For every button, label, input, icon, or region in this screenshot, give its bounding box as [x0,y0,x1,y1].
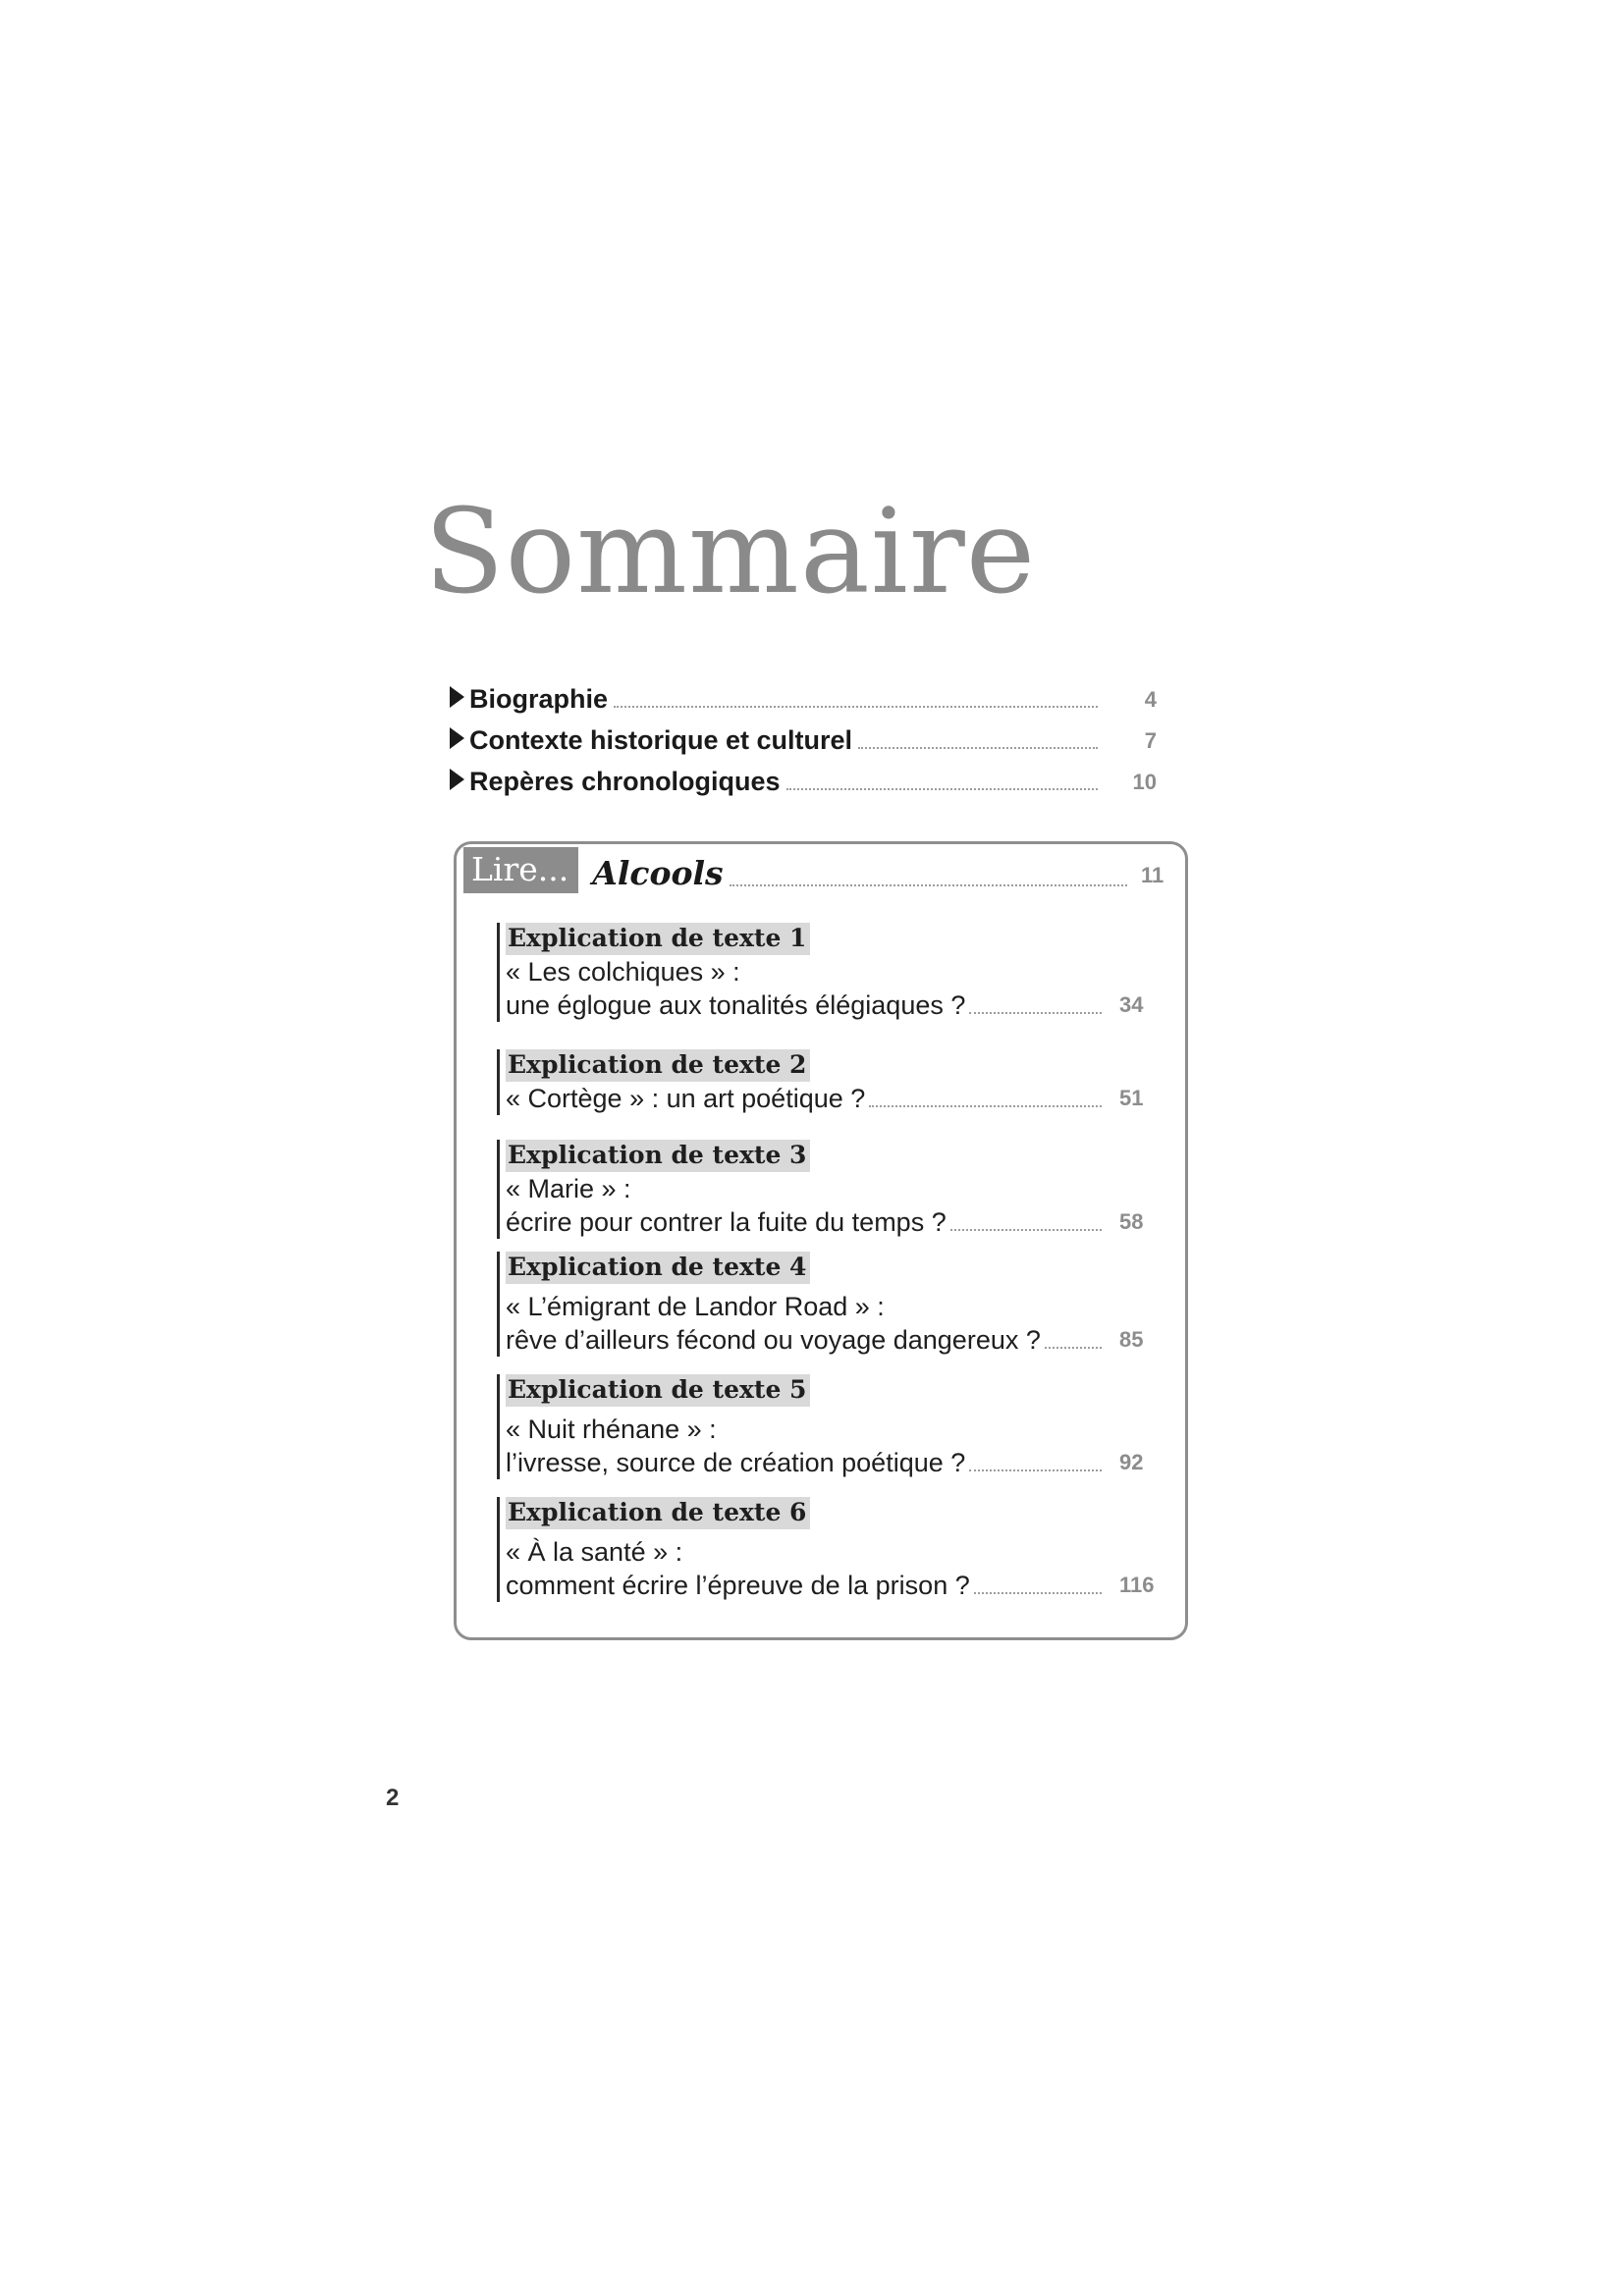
entry-last-line [506,1446,1159,1479]
section-page: 11 [1141,862,1164,887]
triangle-bullet-icon [450,727,464,749]
dot-leader [1045,1347,1102,1349]
toc-entry-explication-4[interactable] [497,1252,1159,1357]
page-title: Sommaire [424,485,1037,620]
entry-page: 34 [1119,992,1144,1018]
toc-entry-explication-1[interactable] [497,923,1159,1022]
toc-entry-explication-5[interactable] [497,1374,1159,1479]
toc-entry-contexte[interactable] [450,717,1157,756]
entry-heading: Explication de texte 6 [506,1497,810,1529]
section-title: Alcools [592,853,724,892]
entry-text: comment écrire l’épreuve de la prison ? [506,1570,970,1600]
entry-heading: Explication de texte 5 [506,1374,810,1407]
toc-entry-label: Contexte historique et culturel [469,725,853,756]
dot-leader [858,747,1098,749]
toc-entry-page: 7 [1144,727,1157,753]
page-number: 2 [386,1785,400,1811]
entry-line: « Nuit rhénane » : [506,1414,717,1444]
entry-text: une églogue aux tonalités élégiaques ? [506,989,966,1020]
entry-heading: Explication de texte 2 [506,1049,810,1082]
dot-leader [614,706,1098,708]
entry-line: « Les colchiques » : [506,956,740,987]
dot-leader [969,1469,1102,1471]
toc-entry-explication-2[interactable] [497,1049,1159,1115]
entry-last-line [506,1569,1159,1602]
triangle-bullet-icon [450,686,464,708]
entry-page: 58 [1119,1209,1144,1235]
dot-leader [730,884,1127,886]
dot-leader [786,788,1098,790]
entry-last-line [506,1323,1159,1357]
entry-text: rêve d’ailleurs fécond ou voyage dangereux ? [506,1324,1041,1355]
entry-text: « Cortège » : un art poétique ? [506,1083,866,1113]
toc-entry-label: Biographie [469,684,609,715]
toc-entry-biographie[interactable] [450,675,1157,715]
lire-badge: Lire... [463,847,578,893]
dot-leader [974,1592,1102,1594]
entry-line: « L’émigrant de Landor Road » : [506,1291,885,1321]
toc-entry-explication-6[interactable] [497,1497,1159,1602]
entry-page: 116 [1119,1573,1155,1598]
entry-last-line [506,1205,1159,1239]
dot-leader [969,1012,1102,1014]
entry-text: l’ivresse, source de création poétique ? [506,1447,966,1477]
entry-heading: Explication de texte 1 [506,923,810,955]
toc-entry-page: 4 [1144,686,1157,712]
entry-last-line [506,1082,1159,1115]
toc-entry-page: 10 [1132,769,1157,794]
toc-entry-label: Repères chronologiques [469,767,781,797]
entry-text: écrire pour contrer la fuite du temps ? [506,1206,947,1237]
triangle-bullet-icon [450,769,464,790]
entry-line: « À la santé » : [506,1536,683,1567]
entry-line: « Marie » : [506,1173,631,1203]
entry-heading: Explication de texte 4 [506,1252,810,1284]
entry-page: 92 [1119,1450,1144,1475]
entry-last-line [506,988,1159,1022]
section-heading[interactable] [463,842,1170,893]
toc-entry-reperes[interactable] [450,758,1157,797]
dot-leader [869,1105,1102,1107]
entry-page: 51 [1119,1086,1144,1111]
dot-leader [950,1229,1102,1231]
entry-page: 85 [1119,1327,1144,1353]
entry-heading: Explication de texte 3 [506,1140,810,1172]
toc-entry-explication-3[interactable] [497,1140,1159,1239]
